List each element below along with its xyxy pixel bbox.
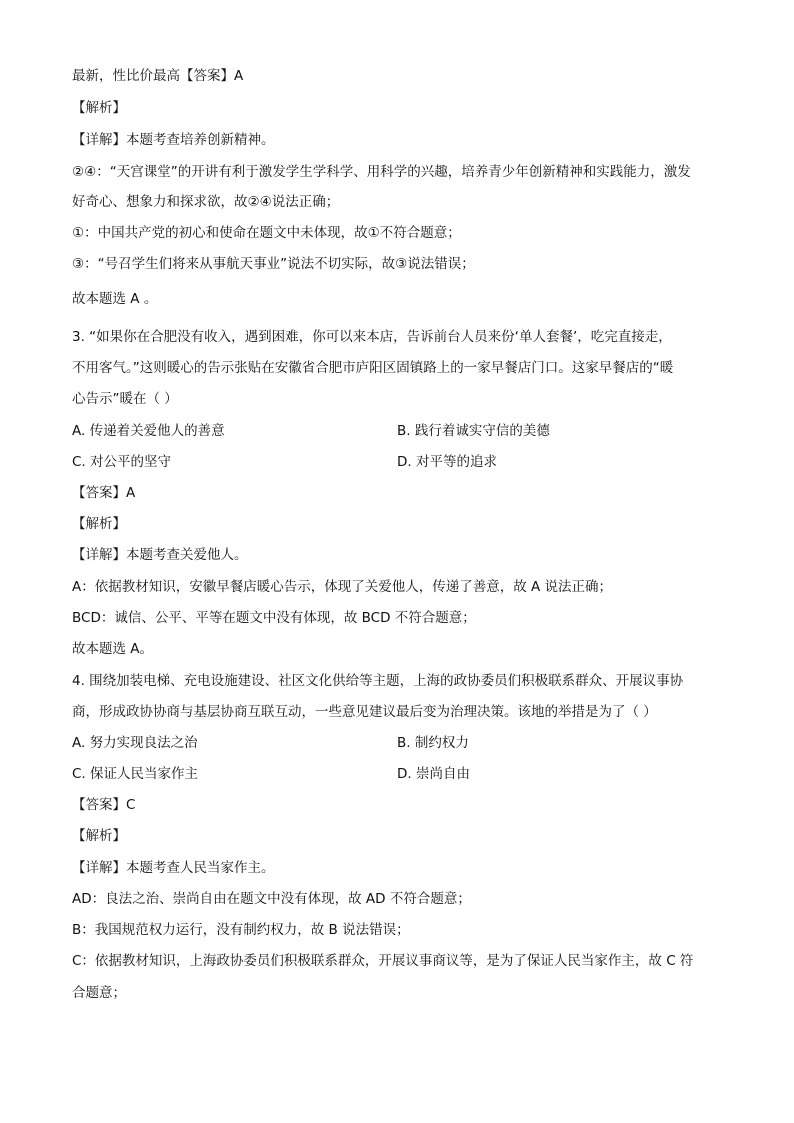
question-4-stem: 商，形成政协协商与基层协商互联互动，一些意见建议最后变为治理决策。该地的举措是为了（ ） <box>72 704 657 720</box>
option-d: D. 对平等的追求 <box>397 454 497 470</box>
option-row <box>72 421 732 441</box>
option-row <box>72 733 732 753</box>
question-3-stem: 不用客气。”这则暖心的告示张贴在安徽省合肥市庐阳区固镇路上的一家早餐店门口。这家早餐店的“暖 <box>72 360 674 376</box>
text-line: ②④：“天宫课堂”的开讲有利于激发学生学科学、用科学的兴趣，培养青少年创新精神和实践能力，激发 <box>72 164 691 180</box>
text-line: BCD：诚信、公平、平等在题文中没有体现，故 BCD 不符合题意； <box>72 610 476 626</box>
answer-line: 【答案】C <box>72 797 136 813</box>
detail-line: 【详解】本题考查人民当家作主。 <box>72 860 275 876</box>
option-b: B. 践行着诚实守信的美德 <box>397 423 550 439</box>
option-b: B. 制约权力 <box>397 735 469 751</box>
question-4-stem: 4. 围绕加装电梯、充电设施建设、社区文化供给等主题，上海的政协委员们积极联系群众、开展议事协 <box>72 673 684 689</box>
analysis-heading: 【解析】 <box>72 516 126 532</box>
option-c: C. 保证人民当家作主 <box>72 766 199 782</box>
detail-line: 【详解】本题考查关爱他人。 <box>72 547 248 563</box>
conclusion-line: 故本题选 A 。 <box>72 291 158 307</box>
text-line: ③：“号召学生们将来从事航天事业”说法不切实际，故③说法错误； <box>72 256 475 272</box>
answer-line: 【答案】A <box>72 485 136 501</box>
text-line: B：我国规范权力运行，没有制约权力，故 B 说法错误； <box>72 922 410 938</box>
text-line: C：依据教材知识，上海政协委员们积极联系群众，开展议事商议等，是为了保证人民当家作主，故 C 符 <box>72 953 694 969</box>
analysis-heading: 【解析】 <box>72 100 126 116</box>
text-line: 合题意； <box>72 985 126 1001</box>
analysis-heading: 【解析】 <box>72 828 126 844</box>
option-c: C. 对公平的坚守 <box>72 454 172 470</box>
option-a: A. 努力实现良法之治 <box>72 735 198 751</box>
question-3-stem: 心告示”暖在（ ） <box>72 391 178 407</box>
detail-line: 【详解】本题考查培养创新精神。 <box>72 132 275 148</box>
question-3-stem: 3. “如果你在合肥没有收入，遇到困难，你可以来本店，告诉前台人员来份‘单人套餐’，吃完直接走， <box>72 329 672 345</box>
text-line: AD：良法之治、崇尚自由在题文中没有体现，故 AD 不符合题意； <box>72 891 471 907</box>
conclusion-line: 故本题选 A。 <box>72 641 154 657</box>
text-line: ①：中国共产党的初心和使命在题文中未体现，故①不符合题意； <box>72 225 461 241</box>
option-d: D. 崇尚自由 <box>397 766 470 782</box>
option-row <box>72 764 732 784</box>
option-row <box>72 452 732 472</box>
option-a: A. 传递着关爱他人的善意 <box>72 423 225 439</box>
text-line: A：依据教材知识，安徽早餐店暖心告示，体现了关爱他人，传递了善意，故 A 说法正确； <box>72 579 613 595</box>
text-line: 好奇心、想象力和探求欲，故②④说法正确； <box>72 194 340 210</box>
text-line: 最新，性比价最高【答案】A <box>72 68 244 84</box>
